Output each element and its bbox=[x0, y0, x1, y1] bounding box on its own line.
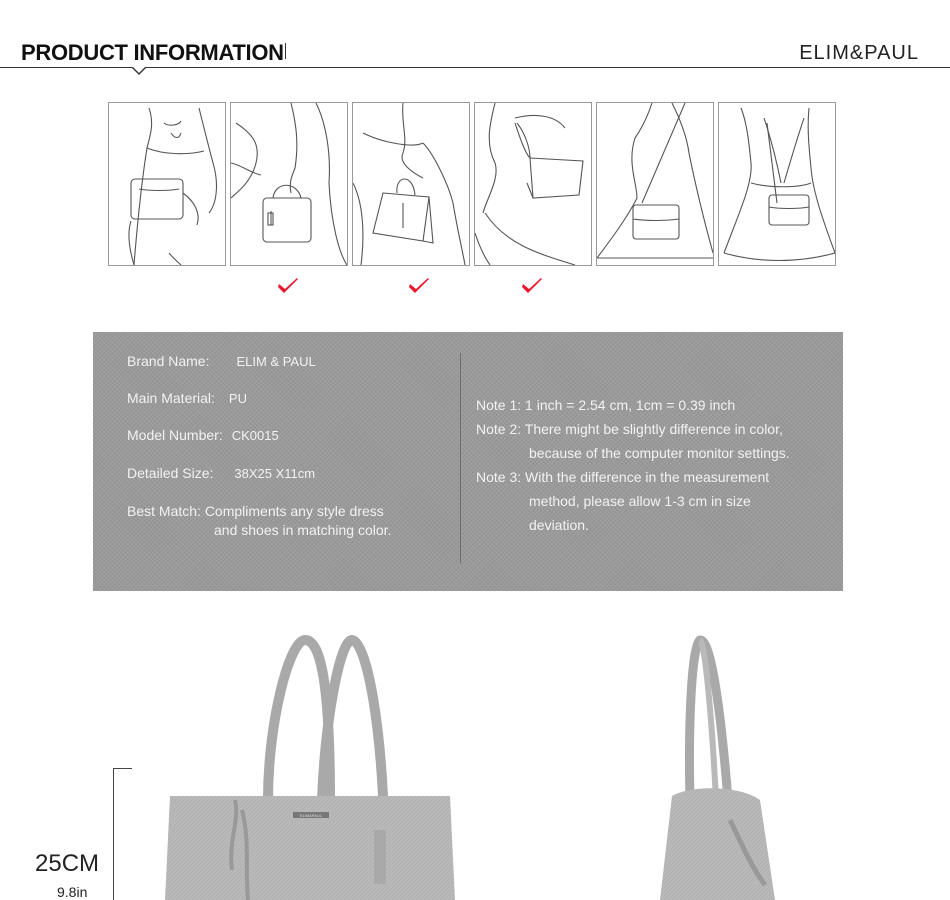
style-gallery bbox=[108, 102, 838, 267]
style-card-clutch bbox=[108, 102, 226, 266]
spec-brand-value: ELIM & PAUL bbox=[236, 354, 316, 369]
bag-front-image bbox=[165, 640, 455, 900]
brand-plate: ELIM&PAUL bbox=[299, 813, 323, 818]
check-icon bbox=[407, 275, 431, 299]
spec-match-line2: and shoes in matching color. bbox=[214, 522, 392, 538]
spec-brand bbox=[127, 353, 316, 369]
check-icon bbox=[276, 275, 300, 299]
clutch-figure-icon bbox=[109, 103, 225, 265]
spec-model bbox=[127, 427, 279, 443]
title-divider bbox=[285, 43, 286, 59]
note-2: Note 2: There might be slightly difference in color, bbox=[476, 421, 783, 437]
spec-brand-label: Brand Name: bbox=[127, 353, 210, 369]
spec-match-line1: Compliments any style dress bbox=[204, 503, 384, 519]
spec-divider bbox=[460, 353, 461, 563]
style-card-crossbody bbox=[596, 102, 714, 266]
shoulder-bag-figure-icon bbox=[475, 103, 591, 265]
spec-size-value: 38X25 X11cm bbox=[234, 466, 316, 481]
height-cm: 25CM bbox=[35, 850, 100, 877]
style-card-elbow bbox=[352, 102, 470, 266]
spec-material bbox=[127, 390, 247, 406]
dimension-tick bbox=[113, 768, 132, 769]
note-3-cont: method, please allow 1-3 cm in size bbox=[529, 493, 751, 509]
spec-model-label: Model Number: bbox=[127, 427, 223, 443]
spec-size bbox=[127, 465, 315, 481]
header bbox=[0, 0, 950, 80]
style-card-hand-carry bbox=[230, 102, 348, 266]
notes-block bbox=[476, 393, 790, 537]
bag-side-image bbox=[660, 640, 775, 900]
style-card-shoulder bbox=[474, 102, 592, 266]
crossbody-short-figure-icon bbox=[719, 103, 835, 265]
product-photo bbox=[0, 600, 950, 900]
brand-logo: ELIM&PAUL bbox=[799, 42, 919, 64]
spec-match-label: Best Match: bbox=[127, 503, 201, 519]
note-1: Note 1: 1 inch = 2.54 cm, 1cm = 0.39 inch bbox=[476, 397, 736, 413]
spec-material-label: Main Material: bbox=[127, 390, 215, 406]
note-2-cont: because of the computer monitor settings. bbox=[529, 445, 790, 461]
note-3: Note 3: With the difference in the measurement bbox=[476, 469, 770, 485]
note-3-end: deviation. bbox=[529, 517, 589, 533]
check-icon bbox=[520, 275, 544, 299]
crossbody-figure-icon bbox=[597, 103, 713, 265]
spec-panel bbox=[93, 332, 843, 591]
spec-model-value: CK0015 bbox=[231, 428, 279, 443]
spec-material-value: PU bbox=[228, 391, 247, 406]
spec-size-label: Detailed Size: bbox=[127, 465, 214, 481]
height-in: 9.8in bbox=[57, 884, 88, 900]
style-card-crossbody-short bbox=[718, 102, 836, 266]
spec-best-match bbox=[127, 502, 391, 540]
elbow-bag-figure-icon bbox=[353, 103, 469, 265]
page-title: PRODUCT INFORMATION bbox=[21, 40, 284, 65]
dimension-line bbox=[113, 768, 114, 900]
hand-bag-figure-icon bbox=[231, 103, 347, 265]
